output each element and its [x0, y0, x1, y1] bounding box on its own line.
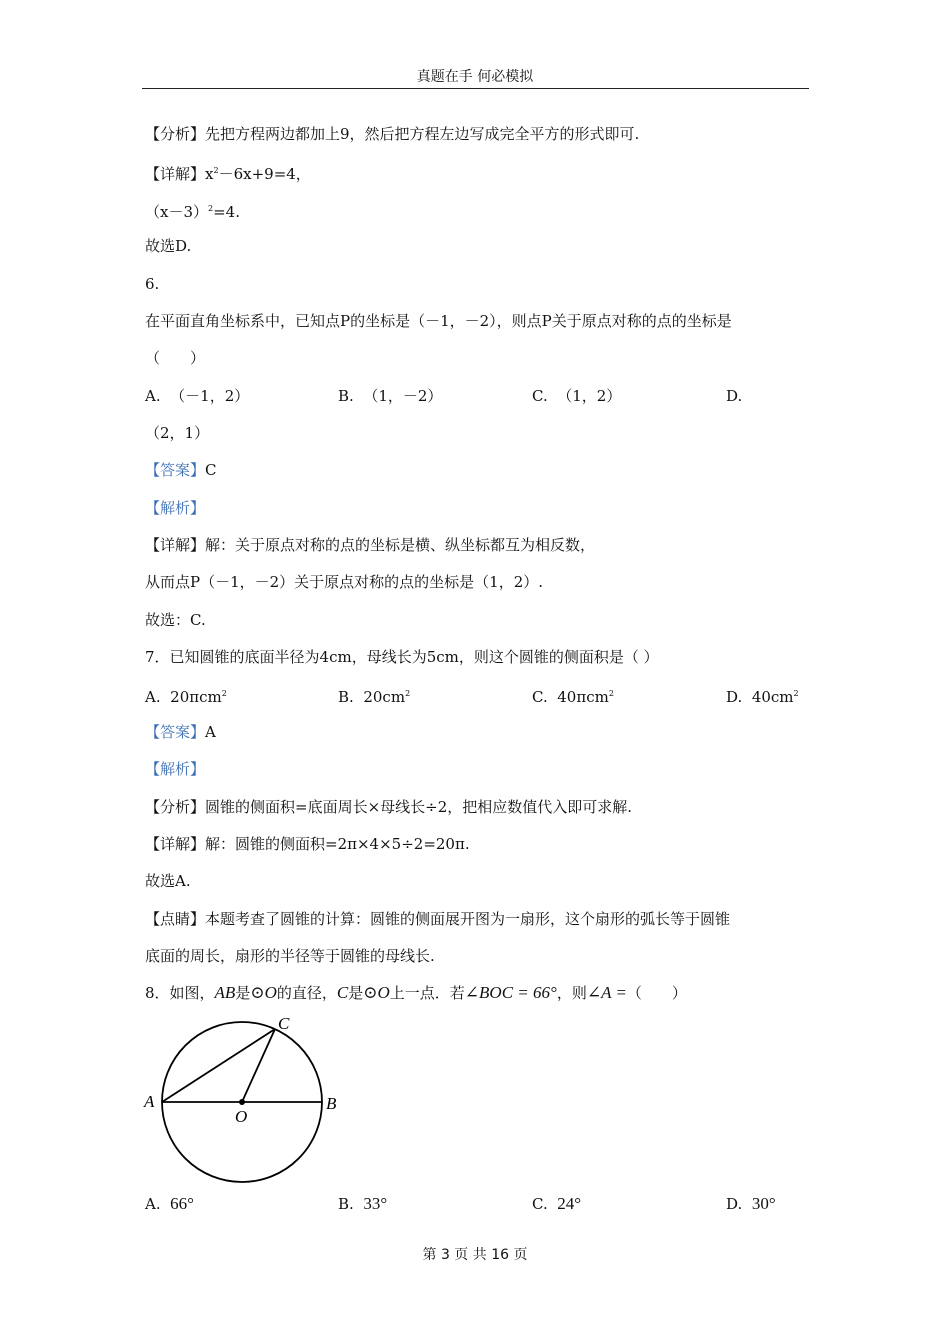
q6-paren: （ ）	[145, 349, 206, 367]
q7-answer	[145, 722, 216, 742]
q6-option-c	[532, 386, 621, 406]
option-text: 20πcm	[170, 688, 222, 706]
analysis-text: 先把方程两边都加上9，然后把方程左边写成完全平方的形式即可.	[205, 125, 640, 143]
detail-tag: 【详解】	[145, 835, 206, 853]
option-text: 24°	[557, 1194, 582, 1213]
segment-ab: AB	[214, 983, 236, 1002]
q5-conclusion: 故选D.	[145, 237, 192, 255]
q6-option-d-letter: D.	[726, 387, 743, 405]
q7-stem: 7．已知圆锥的底面半径为4cm，母线长为5cm，则这个圆锥的侧面积是（ ）	[145, 648, 659, 666]
option-letter: A.	[145, 1195, 161, 1213]
option-sup: 2	[793, 689, 799, 698]
option-text: （－1，2）	[170, 387, 250, 405]
q7-explain-tag: 【解析】	[145, 760, 206, 778]
option-text: 66°	[170, 1194, 194, 1213]
detail-text-a: x	[205, 165, 214, 183]
q6-option-d-text: （2，1）	[145, 424, 210, 442]
line2-b: =4.	[213, 203, 240, 221]
option-letter: B.	[338, 387, 354, 405]
detail-tag: 【详解】	[145, 165, 206, 183]
q5-detail	[145, 161, 311, 184]
option-letter: C.	[532, 1195, 548, 1213]
option-text: （1，－2）	[363, 387, 443, 405]
comment-text: 本题考查了圆锥的计算：圆锥的侧面展开图为一扇形，这个扇形的弧长等于圆锥	[205, 910, 731, 928]
option-letter: A.	[145, 688, 161, 706]
option-text: 40πcm	[557, 688, 609, 706]
q6-conclusion: 故选：C.	[145, 611, 206, 629]
q8-option-c	[532, 1194, 581, 1214]
answer-value: C	[205, 461, 217, 479]
answer-tag: 【答案】	[145, 723, 206, 741]
q5-analysis	[145, 124, 639, 144]
stem-t3: 是	[348, 984, 364, 1002]
q8-option-b	[338, 1194, 387, 1214]
q7-option-b	[338, 684, 410, 707]
stem-prefix: 8．如图，	[145, 984, 215, 1002]
line2-a: （x－3）	[145, 203, 209, 221]
answer-tag: 【答案】	[145, 461, 206, 479]
q7-conclusion: 故选A.	[145, 872, 191, 890]
q6-detail	[145, 535, 595, 555]
option-text: 33°	[363, 1194, 388, 1213]
option-letter: C.	[532, 387, 548, 405]
page-footer: 第 3 页 共 16 页	[422, 1247, 528, 1263]
q6-number: 6.	[145, 275, 160, 293]
option-sup: 2	[405, 689, 411, 698]
stem-t1: 是	[235, 984, 251, 1002]
stem-t4: 上一点．若	[389, 984, 465, 1002]
option-letter: A.	[145, 387, 161, 405]
stem-paren: （ ）	[626, 984, 687, 1002]
comment-tag: 【点睛】	[145, 910, 206, 928]
header-rule	[142, 88, 809, 89]
q5-detail-line2	[145, 199, 240, 222]
page-header: 真题在手 何必模拟	[416, 69, 534, 85]
q7-option-c	[532, 684, 614, 707]
label-o: O	[235, 1107, 248, 1126]
analysis-text: 圆锥的侧面积=底面周长×母线长÷2，把相应数值代入即可求解.	[205, 798, 633, 816]
option-letter: D.	[726, 688, 743, 706]
stem-t5: ，则	[556, 984, 587, 1002]
point-c: C	[336, 983, 349, 1002]
label-b: B	[326, 1094, 337, 1113]
angle-question: ∠A =	[586, 983, 627, 1002]
q6-stem: 在平面直角坐标系中，已知点P的坐标是（－1，－2），则点P关于原点对称的点的坐标是	[145, 312, 732, 330]
detail-text-b: －6x+9=4，	[218, 165, 311, 183]
q6-option-b	[338, 386, 442, 406]
option-letter: B.	[338, 1195, 354, 1213]
q6-answer	[145, 460, 217, 480]
q7-analysis	[145, 797, 632, 817]
q8-stem	[145, 983, 687, 1003]
detail-sup: 2	[213, 166, 219, 175]
option-letter: C.	[532, 688, 548, 706]
q7-detail	[145, 834, 470, 854]
label-c: C	[278, 1014, 290, 1033]
label-a: A	[144, 1092, 155, 1111]
detail-text: 解：关于原点对称的点的坐标是横、纵坐标都互为相反数，	[205, 536, 596, 554]
option-text: 30°	[751, 1194, 776, 1213]
option-sup: 2	[608, 689, 614, 698]
angle-condition: ∠BOC = 66°	[464, 983, 557, 1002]
q8-option-d	[726, 1194, 776, 1214]
q8-option-a	[145, 1194, 194, 1214]
stem-t2: 的直径，	[276, 984, 337, 1002]
q6-explain-tag: 【解析】	[145, 499, 206, 517]
analysis-tag: 【分析】	[145, 125, 206, 143]
option-text: （1，2）	[557, 387, 622, 405]
q7-option-a	[145, 684, 227, 707]
detail-tag: 【详解】	[145, 536, 206, 554]
analysis-tag: 【分析】	[145, 798, 206, 816]
q8-figure	[140, 1010, 350, 1190]
q7-comment	[145, 909, 730, 929]
option-text: 40cm	[751, 688, 794, 706]
line2-sup: 2	[208, 204, 214, 213]
q6-option-a	[145, 386, 249, 406]
option-text: 20cm	[363, 688, 406, 706]
q7-option-d	[726, 684, 799, 707]
option-sup: 2	[221, 689, 227, 698]
option-letter: D.	[726, 1195, 743, 1213]
circle-o: ⊙O	[363, 983, 390, 1002]
answer-value: A	[205, 723, 216, 741]
q6-detail-line2: 从而点P（－1，－2）关于原点对称的点的坐标是（1，2）.	[145, 573, 544, 591]
option-letter: B.	[338, 688, 354, 706]
circle-o: ⊙O	[250, 983, 277, 1002]
center-dot	[239, 1099, 245, 1105]
detail-text: 解：圆锥的侧面积=2π×4×5÷2=20π.	[205, 835, 470, 853]
q7-comment-line2: 底面的周长，扇形的半径等于圆锥的母线长.	[145, 947, 435, 965]
